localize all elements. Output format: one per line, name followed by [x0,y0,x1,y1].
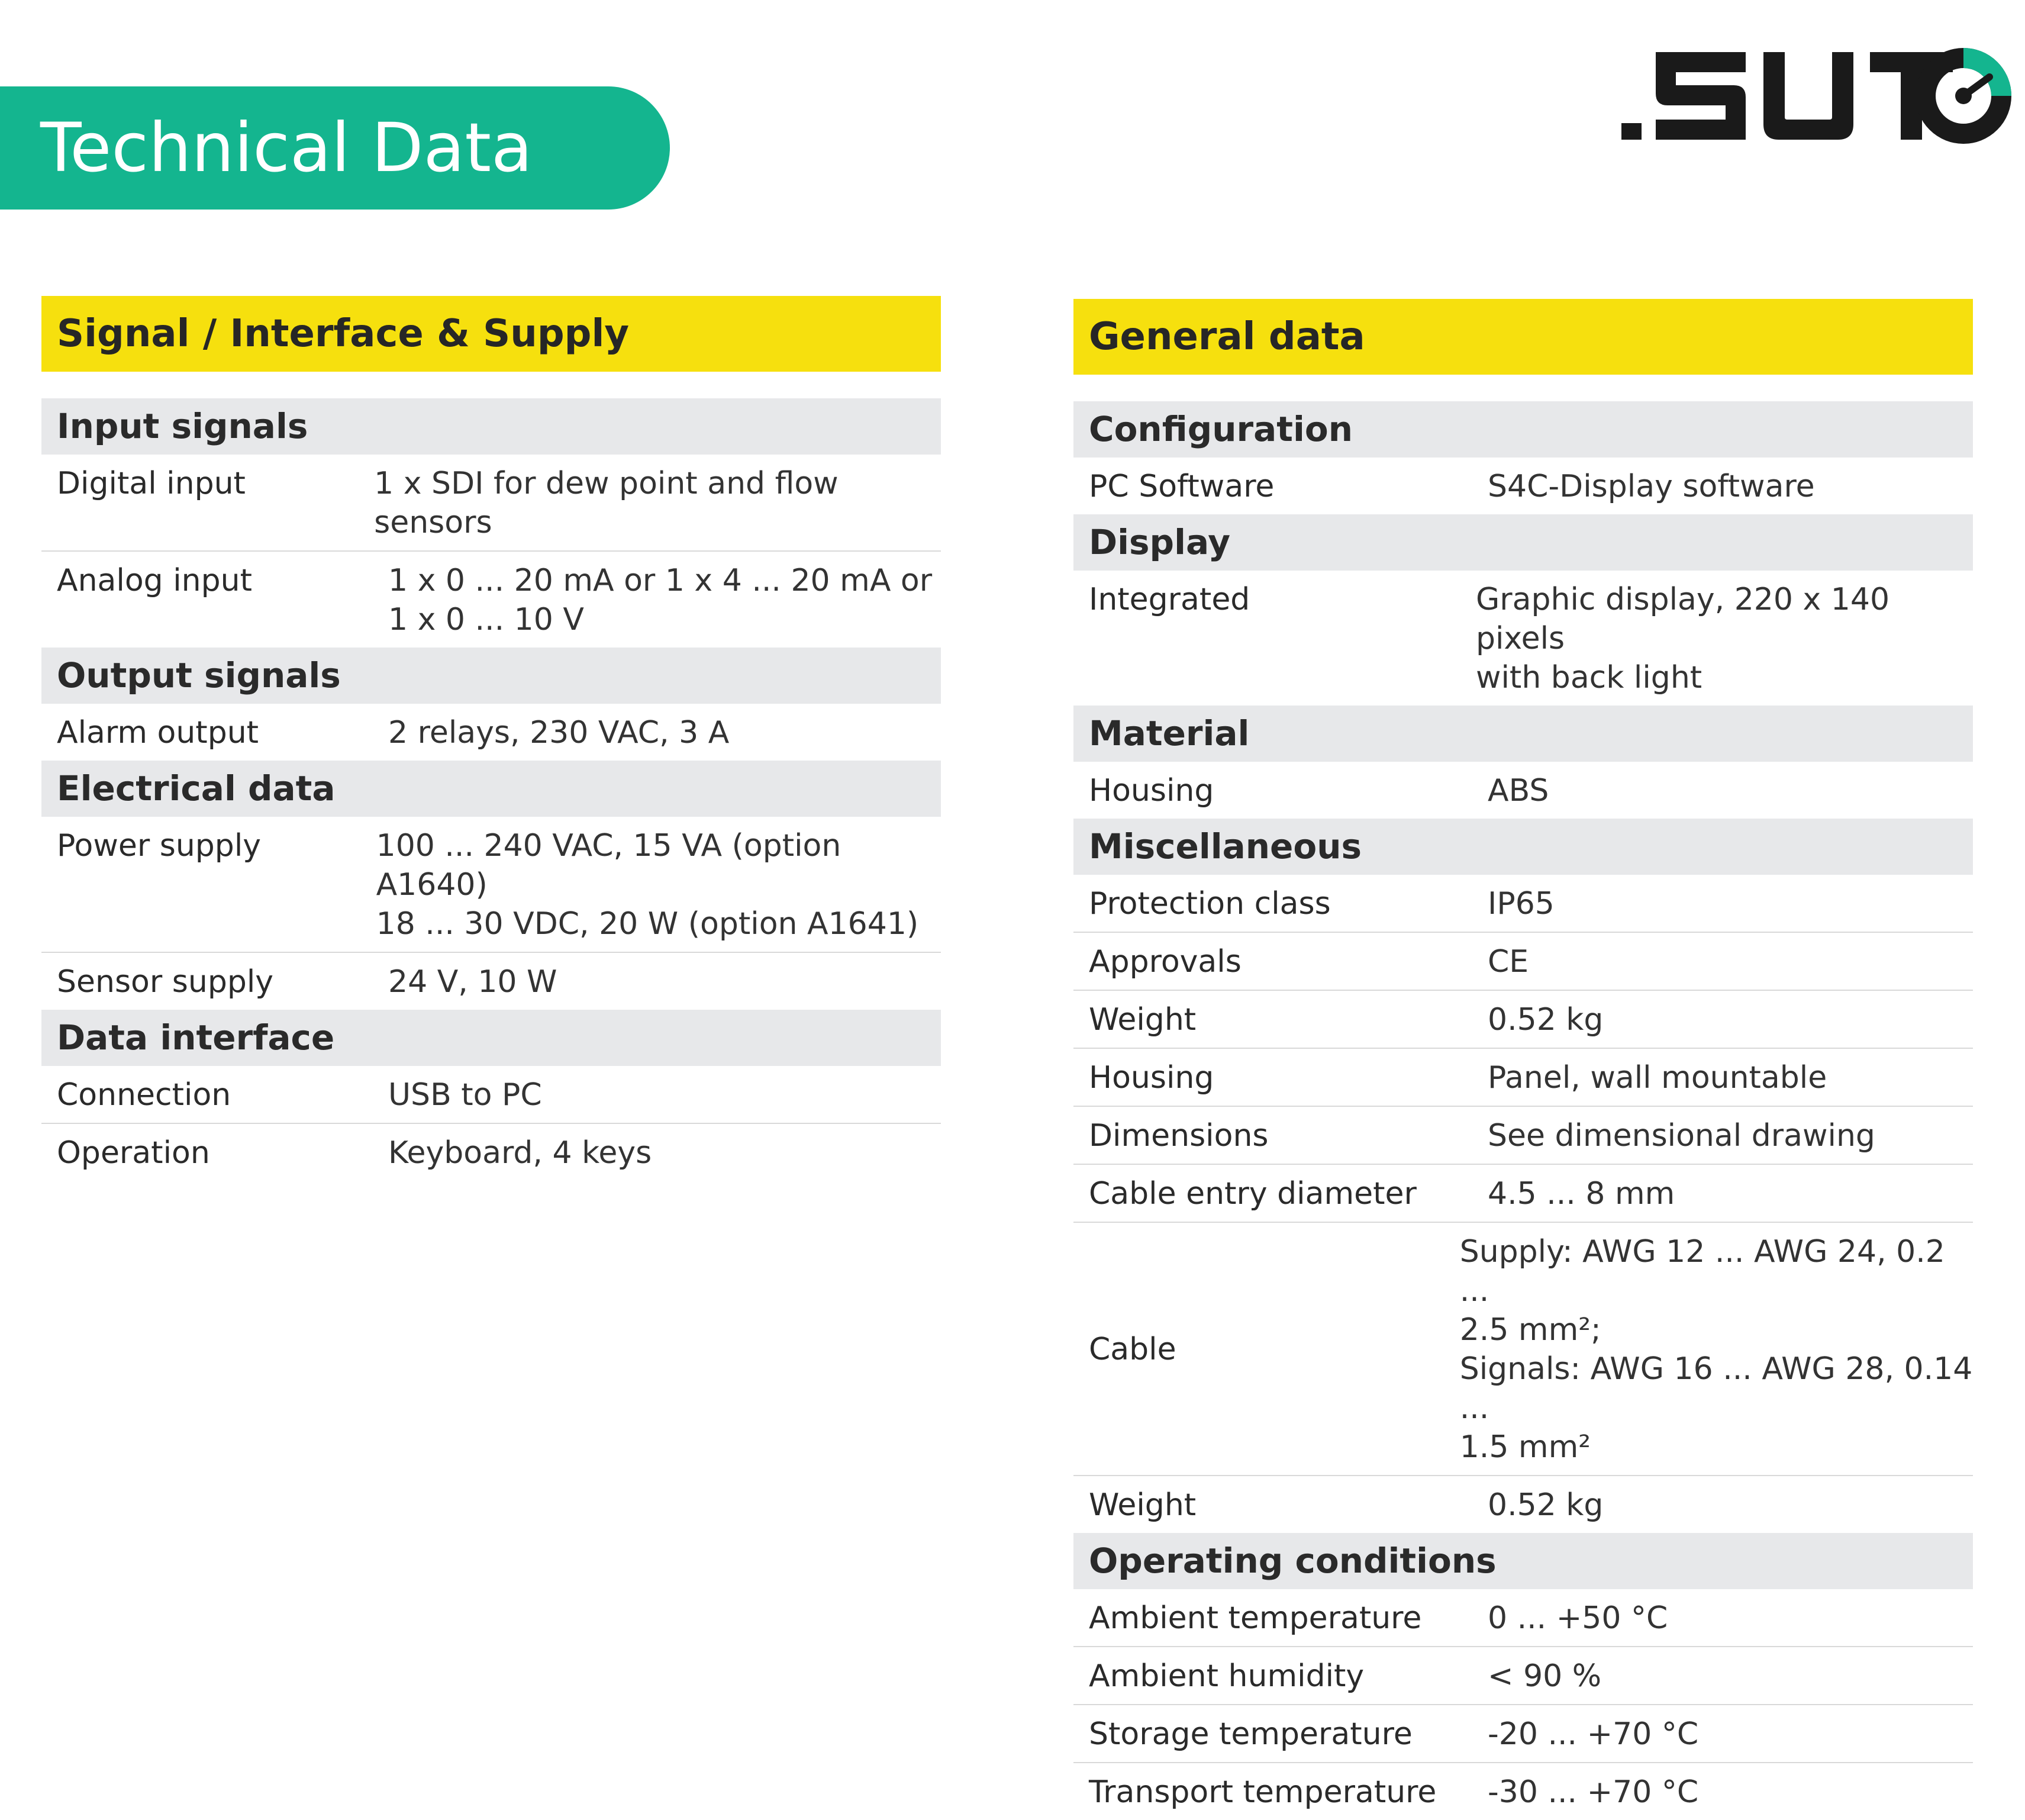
table-row [41,704,941,761]
row-label: Analog input [57,563,252,598]
group-header: Configuration [1073,401,1973,458]
table-row [1073,458,1973,514]
row-label: Housing [1089,1060,1214,1096]
table-row [1073,1589,1973,1647]
table-row [1073,1647,1973,1705]
row-label: Protection class [1089,886,1331,922]
table-row [1073,571,1973,706]
spec-table-left [41,398,941,1181]
row-value-line: 0.52 kg [1488,1002,1604,1038]
table-row [1073,1049,1973,1107]
row-value [1488,1773,1698,1812]
group-header: Miscellaneous [1073,819,1973,875]
row-label: Power supply [57,828,262,864]
row-value [1488,1715,1698,1754]
title-banner [0,86,670,210]
gauge-icon [1926,58,2001,134]
suto-logo [1621,36,2012,148]
row-label: Connection [57,1077,231,1113]
section-header-general-data: General data [1073,299,1973,375]
row-label: Storage temperature [1089,1716,1413,1752]
row-value [376,826,941,943]
row-value-line: 0.52 kg [1488,1487,1604,1523]
row-value [388,561,932,639]
row-value-line: ABS [1488,773,1549,808]
row-value [1488,884,1555,923]
row-label: Digital input [57,466,246,501]
row-value-line: 2 relays, 230 VAC, 3 A [388,715,730,750]
row-value-line: 18 ... 30 VDC, 20 W (option A1641) [376,906,919,942]
row-label: Ambient humidity [1089,1658,1365,1694]
row-value-line: 4.5 ... 8 mm [1488,1176,1675,1212]
table-row [1073,1476,1973,1533]
row-value-line: -20 ... +70 °C [1488,1716,1699,1752]
row-value [1488,467,1815,506]
group-header: Display [1073,514,1973,571]
row-value [1488,942,1529,981]
logo-letter-u [1763,52,1853,140]
row-value-line: 0 ... +50 °C [1488,1600,1668,1636]
row-value [1488,1486,1603,1525]
group-header: Data interface [41,1010,941,1066]
row-label: Cable entry diameter [1089,1176,1417,1212]
table-row [1073,762,1973,819]
section-header-signal-supply: Signal / Interface & Supply [41,296,941,372]
row-value-line: 24 V, 10 W [388,964,557,1000]
row-value-line: CE [1488,944,1529,980]
table-row [41,1066,941,1124]
table-row [41,455,941,552]
row-value-line: USB to PC [388,1077,542,1113]
row-label: Sensor supply [57,964,274,1000]
row-label: Alarm output [57,715,259,750]
row-label: PC Software [1089,469,1275,504]
row-label: Cable [1089,1332,1176,1367]
row-value-line: Panel, wall mountable [1488,1060,1827,1096]
spec-table-right [1073,401,1973,1820]
table-row [41,552,941,648]
row-value-line: Keyboard, 4 keys [388,1135,652,1171]
row-label: Ambient temperature [1089,1600,1422,1636]
row-value [1460,1232,1973,1467]
row-value [1488,1599,1668,1638]
general-data-table [1073,299,1973,1820]
table-row [1073,1705,1973,1763]
row-value [1488,1116,1875,1155]
logo-dot [1621,123,1642,140]
row-value-line: 100 ... 240 VAC, 15 VA (option A1640) [376,828,841,903]
row-label: Transport temperature [1089,1774,1437,1810]
row-value [388,962,557,1001]
table-row [1073,1165,1973,1223]
row-value-line: with back light [1475,660,1702,695]
row-label: Approvals [1089,944,1242,980]
page-title: Technical Data [40,108,533,187]
logo-letter-s [1656,52,1746,140]
row-value-line: S4C-Display software [1488,469,1815,504]
table-row [41,817,941,953]
table-row [41,1124,941,1181]
group-header: Material [1073,706,1973,762]
table-row [1073,1223,1973,1476]
row-value-line: Supply: AWG 12 ... AWG 24, 0.2 ... [1459,1234,1945,1309]
row-label: Housing [1089,773,1214,808]
row-value-line: Graphic display, 220 x 140 pixels [1475,582,1890,656]
row-value [374,464,941,542]
row-label: Integrated [1089,582,1250,617]
row-value-line: < 90 % [1488,1658,1602,1694]
group-header: Output signals [41,648,941,704]
row-value-line: 1 x 0 ... 10 V [388,602,584,637]
row-value-line: Signals: AWG 16 ... AWG 28, 0.14 ... [1459,1351,1973,1426]
row-label: Weight [1089,1487,1197,1523]
row-value-line: 1 x 0 ... 20 mA or 1 x 4 ... 20 mA or [388,563,933,598]
row-label: Operation [57,1135,210,1171]
row-value-line: 2.5 mm²; [1459,1312,1601,1348]
row-value [388,1075,542,1114]
table-row [1073,991,1973,1049]
group-header: Input signals [41,398,941,455]
row-value [388,713,729,752]
row-value [1488,1000,1603,1039]
row-value [1488,1174,1675,1213]
table-row [1073,1107,1973,1165]
row-value-line: -30 ... +70 °C [1488,1774,1699,1810]
row-label: Weight [1089,1002,1197,1038]
table-row [1073,933,1973,991]
row-value-line: 1.5 mm² [1459,1429,1591,1465]
row-value [1488,1058,1827,1097]
table-row [1073,875,1973,933]
row-value [1488,771,1549,810]
row-value [1488,1657,1601,1696]
row-value [388,1133,652,1172]
row-value-line: 1 x SDI for dew point and flow sensors [374,466,839,540]
signal-interface-supply-table [41,296,941,1181]
table-row [1073,1763,1973,1820]
row-label: Dimensions [1089,1118,1269,1154]
row-value-line: IP65 [1488,886,1555,922]
table-row [41,953,941,1010]
group-header: Electrical data [41,761,941,817]
group-header: Operating conditions [1073,1533,1973,1589]
row-value-line: See dimensional drawing [1488,1118,1875,1154]
row-value [1476,580,1973,697]
